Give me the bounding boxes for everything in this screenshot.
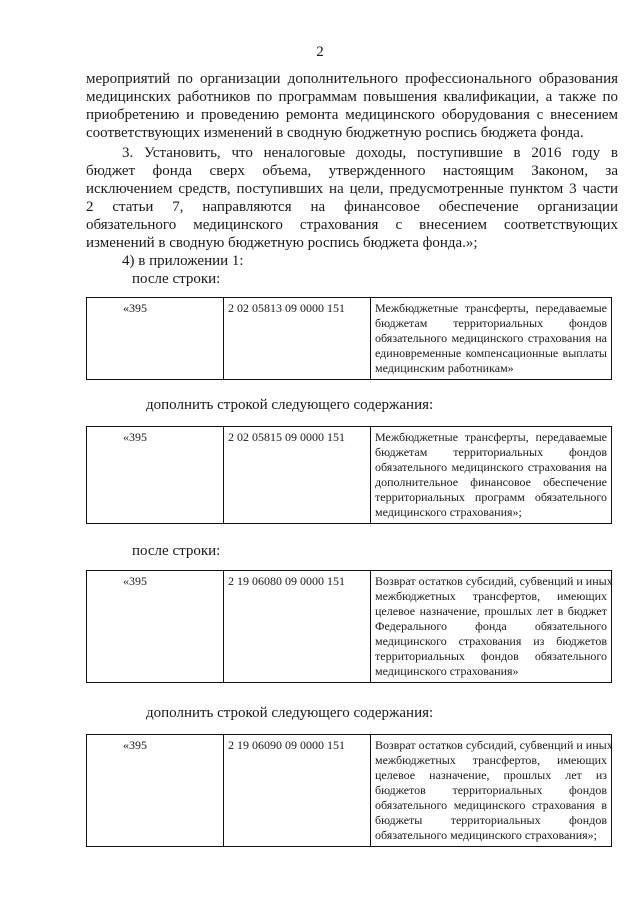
table-row <box>87 735 612 847</box>
paragraph-line: бюджет фонда сверх объема, утвержденного настоящим Законом, за <box>86 163 618 179</box>
description-line: бюджетам территориальных фондов <box>375 445 607 459</box>
description-line: бюджетов территориальных фондов <box>375 783 607 797</box>
description-line: территориальных программ обязательного <box>375 490 607 504</box>
paragraph-line: 4) в приложении 1: <box>122 253 244 269</box>
description-line: целевое назначение, прошлых лет из <box>375 768 607 782</box>
paragraph-line: медицинских работников по программам повышения квалификации, а также по <box>86 89 618 105</box>
section-heading: после строки: <box>132 543 221 559</box>
code-table-4 <box>86 734 612 847</box>
page-number: 2 <box>316 44 324 60</box>
paragraph-line: обязательного медицинского страхования с внесением соответствующих <box>86 217 618 233</box>
admin-code-cell: «395 <box>87 571 224 683</box>
paragraph-line: исключением средств, поступивших на цели, предусмотренные пунктом 3 части <box>86 181 618 197</box>
admin-code-cell: «395 <box>87 298 224 380</box>
description-line: Межбюджетные трансферты, передаваемые <box>375 301 607 315</box>
code-table-1 <box>86 297 612 380</box>
description-line: обязательного медицинского страхования в <box>375 798 607 812</box>
description-line: бюджетам территориальных фондов <box>375 316 607 330</box>
paragraph-line: 3. Установить, что неналоговые доходы, поступившие в 2016 году в <box>122 145 618 161</box>
section-heading: дополнить строкой следующего содержания: <box>146 705 434 721</box>
description-line: медицинского страхования»; <box>375 505 522 519</box>
description-line: обязательного медицинского страхования на <box>375 460 607 474</box>
description-line: медицинского страхования» <box>375 664 519 678</box>
description-line: Возврат остатков субсидий, субвенций и иных <box>375 738 613 752</box>
description-line: территориальных фондов обязательного <box>375 649 607 663</box>
paragraph-line: 2 статьи 7, направляются на финансовое обеспечение организации <box>86 199 618 215</box>
description-line: Федерального фонда обязательного <box>375 619 607 633</box>
section-heading: дополнить строкой следующего содержания: <box>146 397 434 413</box>
revenue-code-cell: 2 02 05815 09 0000 151 <box>224 427 371 524</box>
description-cell <box>371 735 612 847</box>
description-line: медицинского страхования из бюджетов <box>375 634 607 648</box>
description-line: дополнительное финансовое обеспечение <box>375 475 607 489</box>
table-row <box>87 298 612 380</box>
paragraph-line: приобретению и проведению ремонта медицинского оборудования с внесением <box>86 107 618 123</box>
revenue-code-cell: 2 02 05813 09 0000 151 <box>224 298 371 380</box>
description-line: обязательного медицинского страхования»; <box>375 828 597 842</box>
description-cell <box>371 427 612 524</box>
description-line: Возврат остатков субсидий, субвенций и иных <box>375 574 613 588</box>
paragraph-line: после строки: <box>132 271 221 287</box>
description-line: целевое назначение, прошлых лет в бюджет <box>375 604 607 618</box>
paragraph-line: мероприятий по организации дополнительного профессионального образования <box>86 71 618 87</box>
code-table-2 <box>86 426 612 524</box>
admin-code-cell: «395 <box>87 735 224 847</box>
description-cell <box>371 571 612 683</box>
description-line: единовременные компенсационные выплаты <box>375 346 607 360</box>
description-line: обязательного медицинского страхования на <box>375 331 607 345</box>
description-line: медицинским работникам» <box>375 361 514 375</box>
admin-code-cell: «395 <box>87 427 224 524</box>
paragraph-line: изменений в сводную бюджетную роспись бюджета фонда.»; <box>86 235 478 251</box>
description-line: межбюджетных трансфертов, имеющих <box>375 589 607 603</box>
code-table-3 <box>86 570 612 683</box>
description-line: Межбюджетные трансферты, передаваемые <box>375 430 607 444</box>
description-cell <box>371 298 612 380</box>
table-row <box>87 571 612 683</box>
table-row <box>87 427 612 524</box>
revenue-code-cell: 2 19 06080 09 0000 151 <box>224 571 371 683</box>
description-line: бюджеты территориальных фондов <box>375 813 607 827</box>
revenue-code-cell: 2 19 06090 09 0000 151 <box>224 735 371 847</box>
description-line: межбюджетных трансфертов, имеющих <box>375 753 607 767</box>
paragraph-line: соответствующих изменений в сводную бюджетную роспись бюджета фонда. <box>86 125 584 141</box>
